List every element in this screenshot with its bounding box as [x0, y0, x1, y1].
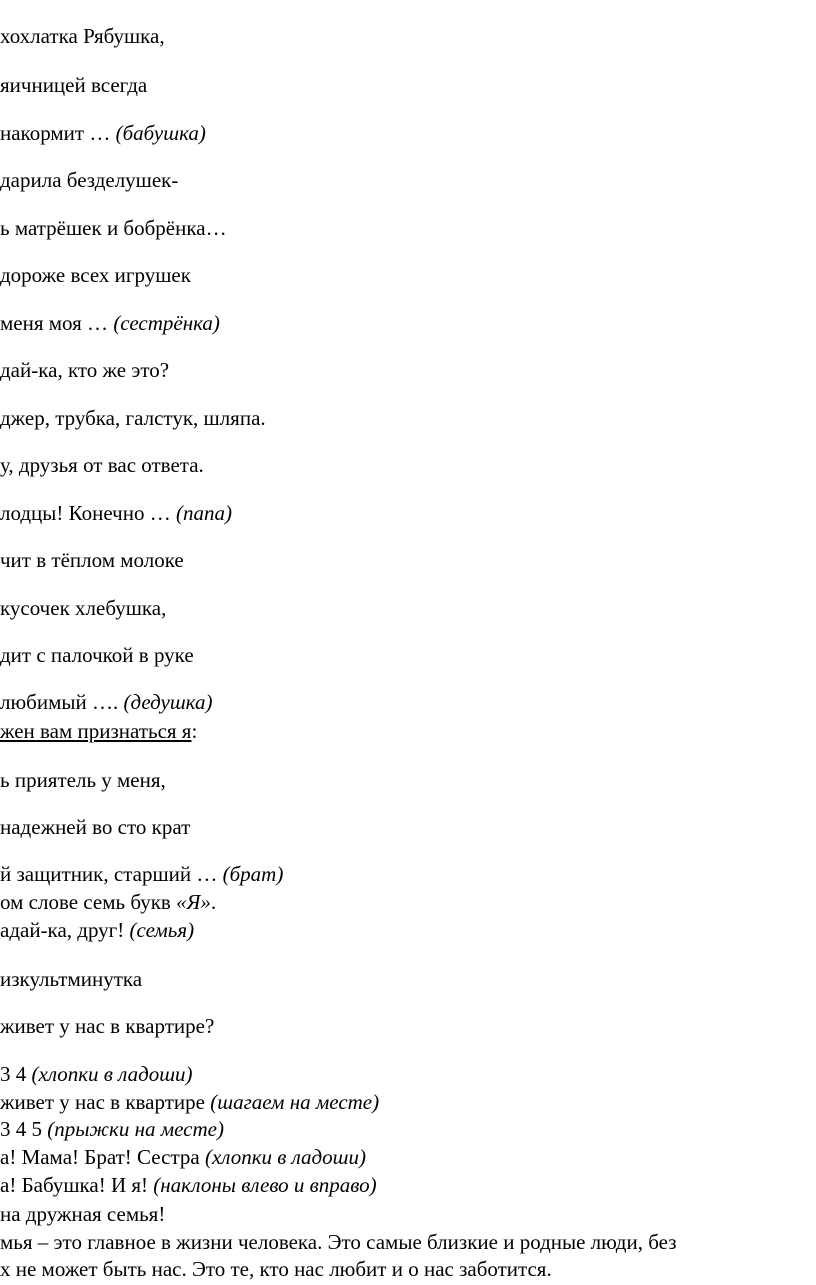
- riddle-line: накормит … (бабушка): [0, 121, 206, 145]
- riddle-line: лодцы! Конечно … (папа): [0, 501, 232, 525]
- section-heading: изкультминутка: [0, 967, 143, 991]
- riddle-line: надежней во сто крат: [0, 815, 191, 839]
- underlined-phrase: жен вам признаться я: [0, 719, 192, 743]
- exercise-line: на дружная семья!: [0, 1202, 166, 1226]
- exercise-line: 3 4 5 (прыжки на месте): [0, 1117, 224, 1141]
- paragraph-line: мья – это главное в жизни человека. Это самые близкие и родные люди, без: [0, 1230, 677, 1254]
- exercise-instruction: (шагаем на месте): [210, 1090, 380, 1114]
- riddle-line: дит с палочкой в руке: [0, 643, 194, 667]
- riddle-line: ь матрёшек и бобрёнка…: [0, 216, 227, 240]
- riddle-line: хохлатка Рябушка,: [0, 24, 165, 48]
- riddle-line: чит в тёплом молоке: [0, 548, 184, 572]
- riddle-line: ом слове семь букв «Я».: [0, 890, 217, 914]
- exercise-line: а! Мама! Брат! Сестра (хлопки в ладоши): [0, 1145, 367, 1169]
- paragraph-line: х не может быть нас. Это те, кто нас любит и о нас заботится.: [0, 1257, 552, 1281]
- exercise-instruction: (наклоны влево и вправо): [153, 1173, 377, 1197]
- riddle-line: яичницей всегда: [0, 73, 148, 97]
- riddle-answer: «Я»: [176, 890, 211, 914]
- exercise-line: живет у нас в квартире?: [0, 1014, 215, 1038]
- riddle-answer: (брат): [222, 862, 284, 886]
- riddle-answer: (сестрёнка): [113, 311, 220, 335]
- riddle-line: адай-ка, друг! (семья): [0, 918, 195, 942]
- riddle-line: й защитник, старший … (брат): [0, 862, 284, 886]
- riddle-answer: (семья): [129, 918, 195, 942]
- exercise-line: живет у нас в квартире (шагаем на месте): [0, 1090, 380, 1114]
- exercise-line: а! Бабушка! И я! (наклоны влево и вправо): [0, 1173, 377, 1197]
- riddle-line: джер, трубка, галстук, шляпа.: [0, 406, 266, 430]
- exercise-line: 3 4 (хлопки в ладоши): [0, 1062, 193, 1086]
- exercise-instruction: (хлопки в ладоши): [31, 1062, 193, 1086]
- riddle-answer: (бабушка): [115, 121, 206, 145]
- riddle-answer: (дедушка): [123, 690, 213, 714]
- exercise-instruction: (прыжки на месте): [47, 1117, 224, 1141]
- riddle-line: дороже всех игрушек: [0, 263, 191, 287]
- riddle-line: кусочек хлебушка,: [0, 596, 167, 620]
- exercise-instruction: (хлопки в ладоши): [204, 1145, 367, 1169]
- riddle-answer: (папа): [175, 501, 232, 525]
- riddle-line: любимый …. (дедушка): [0, 690, 213, 714]
- riddle-line: меня моя … (сестрёнка): [0, 311, 220, 335]
- riddle-line: дай-ка, кто же это?: [0, 358, 170, 382]
- riddle-line: ь приятель у меня,: [0, 768, 166, 792]
- riddle-line: дарила безделушек-: [0, 168, 179, 192]
- riddle-line: жен вам признаться я:: [0, 719, 198, 743]
- riddle-line: у, друзья от вас ответа.: [0, 453, 204, 477]
